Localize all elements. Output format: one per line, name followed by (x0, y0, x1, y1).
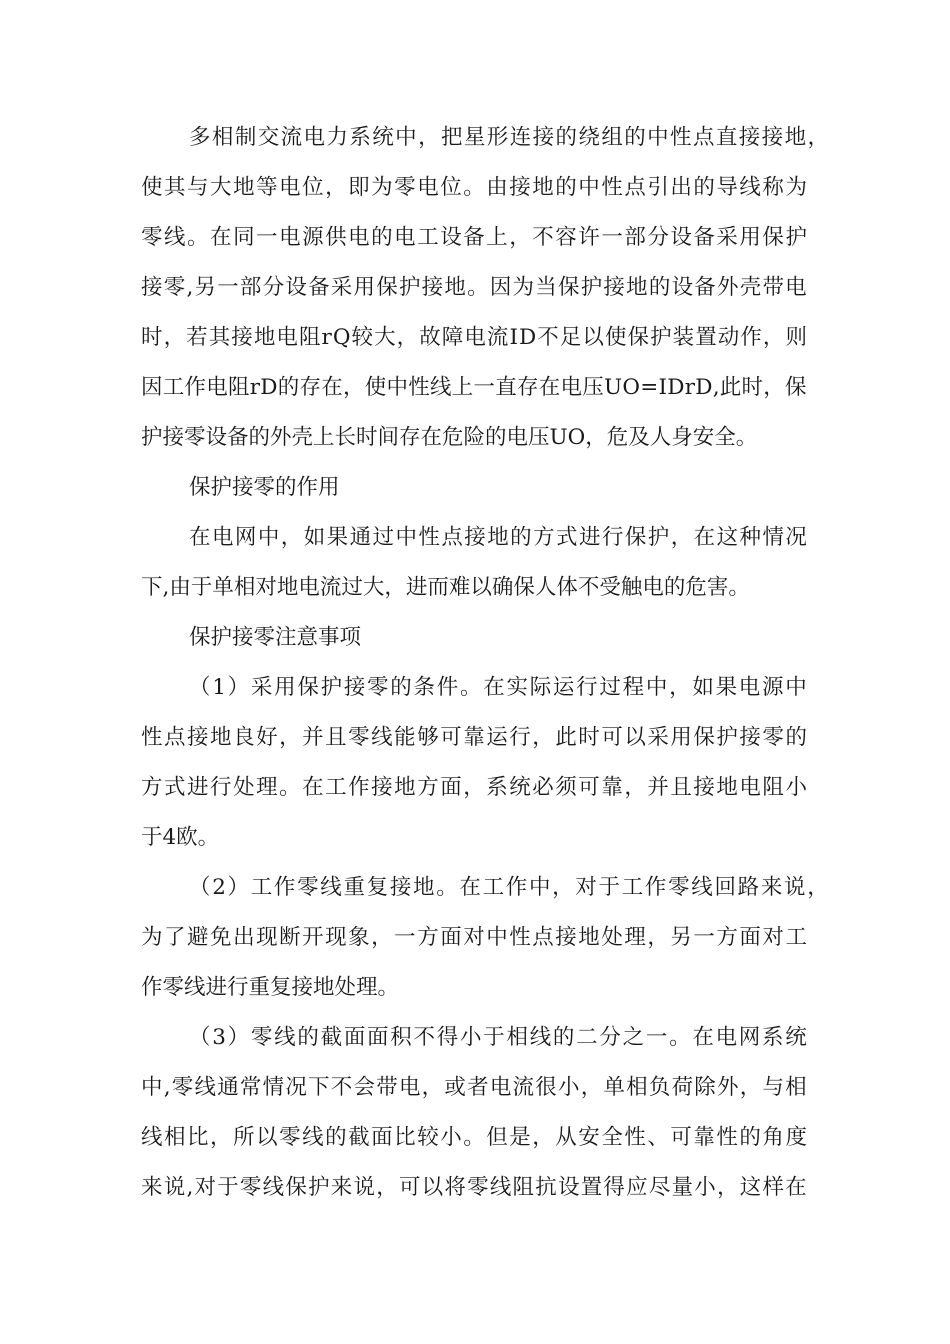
list-item-line: （ 3 ） 零 线 的 截 面 面 积 不 得 小 于 相 线 的 二 分 之 一 。 在 电 网 系 统 (189, 1025, 807, 1050)
list-item-line: （ 1 ） 采 用 保 护 接 零 的 条 件 。 在 实 际 运 行 过 程 中 ， 如 果 电 源 中 (189, 675, 807, 700)
paragraph-line: 时 ， 若 其 接 地 电 阻 r Q 较 大 ， 故 障 电 流 I D 不 足 以 使 保 护 装 置 动 作 ， 则 (141, 325, 807, 350)
list-item-line: （ 2 ） 工 作 零 线 重 复 接 地 。 在 工 作 中 ， 对 于 工 作 零 线 回 路 来 说 ， (189, 875, 829, 900)
section-heading: 保护接零的作用 (189, 475, 340, 500)
paragraph-line: 使 其 与 大 地 等 电 位 ， 即 为 零 电 位 。 由 接 地 的 中 性 点 引 出 的 导 线 称 为 (141, 175, 807, 200)
paragraph-line: 因 工 作 电 阻 r D 的 存 在 ， 使 中 性 线 上 一 直 存 在 电 压 U O = I D r D , 此 时 ， 保 (141, 375, 807, 400)
paragraph-line: 零 线 。 在 同 一 电 源 供 电 的 电 工 设 备 上 ， 不 容 许 一 部 分 设 备 采 用 保 护 (141, 225, 807, 250)
paragraph-line: 多 相 制 交 流 电 力 系 统 中 ， 把 星 形 连 接 的 绕 组 的 中 性 点 直 接 接 地 ， (189, 125, 829, 150)
list-item-line: 性 点 接 地 良 好 ， 并 且 零 线 能 够 可 靠 运 行 ， 此 时 可 以 采 用 保 护 接 零 的 (141, 725, 807, 750)
paragraph-line: 下,由于单相对地电流过大，进而难以确保人体不受触电的危害。 (141, 575, 750, 600)
paragraph-line: 在 电 网 中 ， 如 果 通 过 中 性 点 接 地 的 方 式 进 行 保 护 ， 在 这 种 情 况 (189, 525, 807, 550)
list-item-line: 线 相 比 ， 所 以 零 线 的 截 面 比 较 小 。 但 是 ， 从 安 全 性 、 可 靠 性 的 角 度 (141, 1125, 807, 1150)
list-item-line: 为 了 避 免 出 现 断 开 现 象 ， 一 方 面 对 中 性 点 接 地 处 理 ， 另 一 方 面 对 工 (141, 925, 807, 950)
paragraph-line: 接 零 , 另 一 部 分 设 备 采 用 保 护 接 地 。 因 为 当 保 护 接 地 的 设 备 外 壳 带 电 (141, 275, 807, 300)
paragraph-line: 护接零设备的外壳上长时间存在危险的电压UO，危及人身安全。 (141, 425, 758, 450)
section-heading: 保护接零注意事项 (189, 625, 362, 650)
list-item-line: 作零线进行重复接地处理。 (141, 975, 400, 1000)
list-item-line: 方 式 进 行 处 理 。 在 工 作 接 地 方 面 ， 系 统 必 须 可 靠 ， 并 且 接 地 电 阻 小 (141, 775, 807, 800)
list-item-line: 来 说 , 对 于 零 线 保 护 来 说 ， 可 以 将 零 线 阻 抗 设 置 得 应 尽 量 小 ， 这 样 在 (141, 1175, 807, 1200)
list-item-line: 于4欧。 (141, 825, 220, 850)
list-item-line: 中 , 零 线 通 常 情 况 下 不 会 带 电 ， 或 者 电 流 很 小 ， 单 相 负 荷 除 外 ， 与 相 (141, 1075, 807, 1100)
